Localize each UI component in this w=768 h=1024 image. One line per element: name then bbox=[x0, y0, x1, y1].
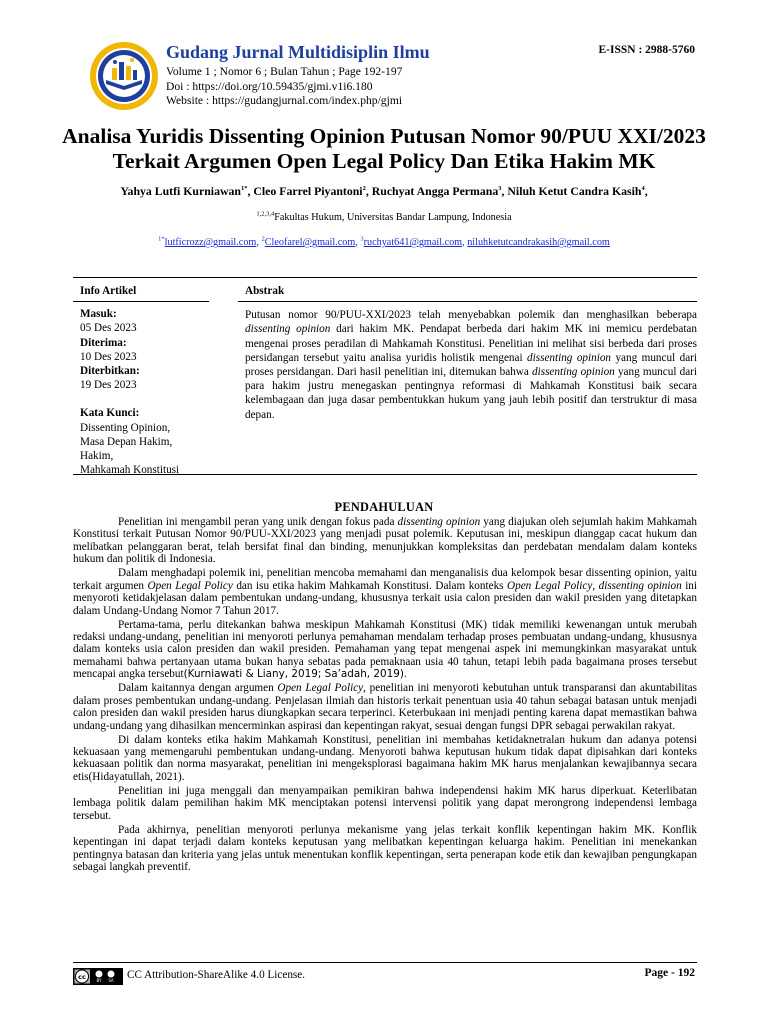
author-sep: , bbox=[501, 184, 508, 198]
revised-date: 10 Des 2023 bbox=[80, 350, 137, 363]
cc-license-icon bbox=[73, 968, 123, 985]
abstract-heading: Abstrak bbox=[245, 285, 285, 297]
journal-name: Gudang Jurnal Multidisiplin Ilmu bbox=[166, 42, 430, 62]
author-sup: 4 bbox=[641, 185, 645, 193]
section-title: PENDAHULUAN bbox=[334, 500, 434, 514]
paragraph: Dalam kaitannya dengan argumen Open Legal Policy, penelitian ini menyoroti kebutuhan untuk transparansi dan akuntabilitas dalam proses pembentukan undang-undang. Penjelasan ilmiah dan historis terkait penentuan usia 40 tahun sebagai batasan untuk menjadi calon presiden dan wakil presiden harus diungkapkan secara terperinci. Keterbukaan ini menjadi penting karena dapat memastikan bahwa undang-undang yang dihasilkan mencerminkan aspirasi dan kepentingan rakyat, sesuai dengan fungsi DPR sebagai perwakilan rakyat. bbox=[73, 682, 697, 732]
eissn: E-ISSN : 2988-5760 bbox=[598, 44, 695, 56]
paragraph: Pertama-tama, perlu ditekankan bahwa meskipun Mahkamah Konstitusi (MK) tidak memiliki kewenangan untuk merubah redaksi undang-undang, penelitian ini menyoroti perlunya pemahaman mendalam terhadap proses pembuatan undang-undang, khususnya dalam konteks usia calon presiden dan wakil presiden. Pemahaman yang tepat mengenai aspek ini memungkinkan masyarakat untuk memahami bahwa pertanyaan utama bukan hanya sebatas pada pemaknaan usia 40 tahun, tetapi lebih pada bagaimana proses tersebut mencapai angka tersebut(Kurniawati & Liany, 2019; Sa’adah, 2019). bbox=[73, 618, 697, 681]
citation: (Kurniawati & Liany, 2019; Sa’adah, 2019) bbox=[183, 668, 404, 681]
article-title bbox=[40, 124, 728, 174]
keyword: Masa Depan Hakim, bbox=[80, 435, 173, 448]
page-number: Page - 192 bbox=[644, 967, 695, 979]
email-sep: , bbox=[256, 237, 262, 248]
author-sup: 3 bbox=[498, 185, 502, 193]
affiliation-text: Fakultas Hukum, Universitas Bandar Lampung, Indonesia bbox=[274, 212, 512, 223]
paragraph: Pada akhirnya, penelitian menyoroti perlunya mekanisme yang jelas terkait konflik kepentingan hakim MK. Konflik kepentingan ini dapat terjadi dalam konteks keputusan yang melibatkan kepentingan keluarga hakim. Penelitian ini menekankan pentingnya batasan dan kriteria yang jelas untuk menentukan konflik kepentingan, serta penerapan kode etik dan kewajiban pengungkapan sebagai langkah preventif. bbox=[73, 823, 697, 874]
volume-line: Volume 1 ; Nomor 6 ; Bulan Tahun ; Page 192-197 bbox=[166, 65, 403, 78]
keyword: Dissenting Opinion, bbox=[80, 421, 171, 434]
received-date: 05 Des 2023 bbox=[80, 322, 137, 335]
affiliation-sup: 1,2,3,4 bbox=[256, 210, 275, 218]
website-line[interactable]: Website : https://gudangjurnal.com/index.php/gjmi bbox=[166, 94, 403, 108]
license-text[interactable]: CC Attribution-ShareAlike 4.0 License. bbox=[127, 969, 306, 981]
email-link[interactable]: niluhketutcandrakasih@gmail.com bbox=[467, 237, 610, 248]
keyword: Hakim, bbox=[80, 450, 114, 463]
author-name: Niluh Ketut Candra Kasih bbox=[507, 184, 642, 198]
paragraph: Dalam menghadapi polemik ini, penelitian mencoba memahami dan menganalisis dua kelompok besar dissenting opinion, yaitu terkait argumen Open Legal Policy dan isu etika hakim Mahkamah Konstitusi. Dalam konteks Open Legal Policy, dissenting opinion ini menyoroti ketidakjelasan dalam pembentukan undang-undang, khususnya terkait usia calon presiden dan wakil presiden yang ditetapkan dalam Undang-Undang Nomor 7 Tahun 2017. bbox=[73, 567, 698, 617]
footer-rule bbox=[73, 962, 697, 963]
paragraph: Di dalam konteks etika hakim Mahkamah Konstitusi, penelitian ini membahas ketidaknetralan hukum dan adanya potensi kekuasaan yang memengaruhi pembentukan undang-undang. Menyoroti bahwa keputusan hukum tidak dapat dipisahkan dari konteks kekuasaan politik dan norma masyarakat, penelitian ini mengeksplorasi bagaimana hakim MK harus menjalankan kewajibannya secara etis(Hidayatullah, 2021). bbox=[73, 733, 697, 783]
author-sep: , bbox=[247, 184, 254, 198]
title-line-1: Analisa Yuridis Dissenting Opinion Putusan Nomor 90/PUU XXI/2023 bbox=[62, 124, 706, 148]
email-sup: 2 bbox=[261, 235, 265, 243]
paragraph: Penelitian ini juga menggali dan menyampaikan pemikiran bahwa independensi hakim MK harus diperkuat. Keterlibatan lembaga politik dalam pemilihan hakim MK menciptakan potensi intervensi politik yang dapat merongrong independensi lembaga tersebut. bbox=[73, 784, 697, 822]
cc-by-text: BY bbox=[96, 978, 102, 983]
email-sup: 1* bbox=[158, 235, 165, 243]
email-sep: , bbox=[355, 237, 361, 248]
email-sep: , bbox=[462, 237, 468, 248]
affiliation bbox=[40, 212, 728, 223]
email-list bbox=[40, 237, 728, 248]
received-label: Masuk: bbox=[80, 308, 117, 321]
table-top-rule bbox=[73, 277, 697, 278]
email-link[interactable]: Cleofarel@gmail.com bbox=[264, 237, 356, 248]
journal-meta bbox=[166, 65, 402, 109]
email-sup: 3 bbox=[360, 235, 364, 243]
paragraph: Penelitian ini mengambil peran yang unik dengan fokus pada dissenting opinion yang diajukan oleh sejumlah hakim Mahkamah Konstitusi terkait Putusan Nomor 90/PUU-XXI/2023 yang menjadi pusat polemik. Keputusan ini, meskipun dianggap cacat hukum dan melibatkan pelanggaran berat, telah bersifat final dan binding, menunjukkan kompleksitas dan perdebatan mendalam dalam konteks hukum dan politik di Indonesia. bbox=[73, 516, 697, 566]
author-list bbox=[40, 184, 728, 199]
journal-logo bbox=[88, 40, 160, 112]
published-label: Diterbitkan: bbox=[80, 365, 140, 378]
email-link[interactable]: lutficrozz@gmail.com bbox=[164, 237, 257, 248]
title-line-2: Terkait Argumen Open Legal Policy Dan Etika Hakim MK bbox=[112, 149, 656, 173]
revised-label: Diterima: bbox=[80, 336, 127, 349]
keyword: Mahkamah Konstitusi bbox=[80, 464, 180, 477]
email-link[interactable]: ruchyat641@gmail.com bbox=[363, 237, 463, 248]
author-sup: 1* bbox=[240, 185, 248, 193]
abstract-text: Putusan nomor 90/PUU-XXI/2023 telah menyebabkan polemik dan menghasilkan beberapa dissenting opinion dari hakim MK. Pendapat berbeda dari hakim MK ini memicu perdebatan mengenai proses peradilan di Mahkamah Konstitusi. Penelitian ini melihat sisi berbeda dari proses persidangan tersebut yaitu analisa yuridis holistik mengenai dissenting opinion yang muncul dari proses persidangan. Dari hasil penelitian ini, ditemukan bahwa dissenting opinion yang muncul dari para hakim justru menegaskan pentingnya reformasi di Mahkamah Konstitusi baik secara kelembagaan dan juga dasar pembentukkan hukum yang jauh lebih positif dan terstruktur di masa depan. bbox=[245, 309, 698, 421]
article-info bbox=[80, 284, 210, 477]
author-sep: , bbox=[365, 184, 372, 198]
author-sep: , bbox=[644, 184, 648, 198]
doi-line[interactable]: Doi : https://doi.org/10.59435/gjmi.v1i6.180 bbox=[166, 79, 373, 93]
author-name: Yahya Lutfi Kurniawan bbox=[120, 184, 241, 198]
author-sup: 2 bbox=[362, 185, 366, 193]
abstract bbox=[245, 284, 697, 422]
info-heading: Info Artikel bbox=[80, 285, 137, 297]
cc-logo-text: cc bbox=[78, 973, 86, 981]
keywords-label: Kata Kunci: bbox=[80, 407, 140, 420]
body-text bbox=[73, 516, 697, 874]
cc-sa-text: SA bbox=[108, 978, 114, 983]
author-name: Ruchyat Angga Permana bbox=[371, 184, 499, 198]
published-date: 19 Des 2023 bbox=[80, 379, 137, 392]
author-name: Cleo Farrel Piyantoni bbox=[253, 184, 363, 198]
